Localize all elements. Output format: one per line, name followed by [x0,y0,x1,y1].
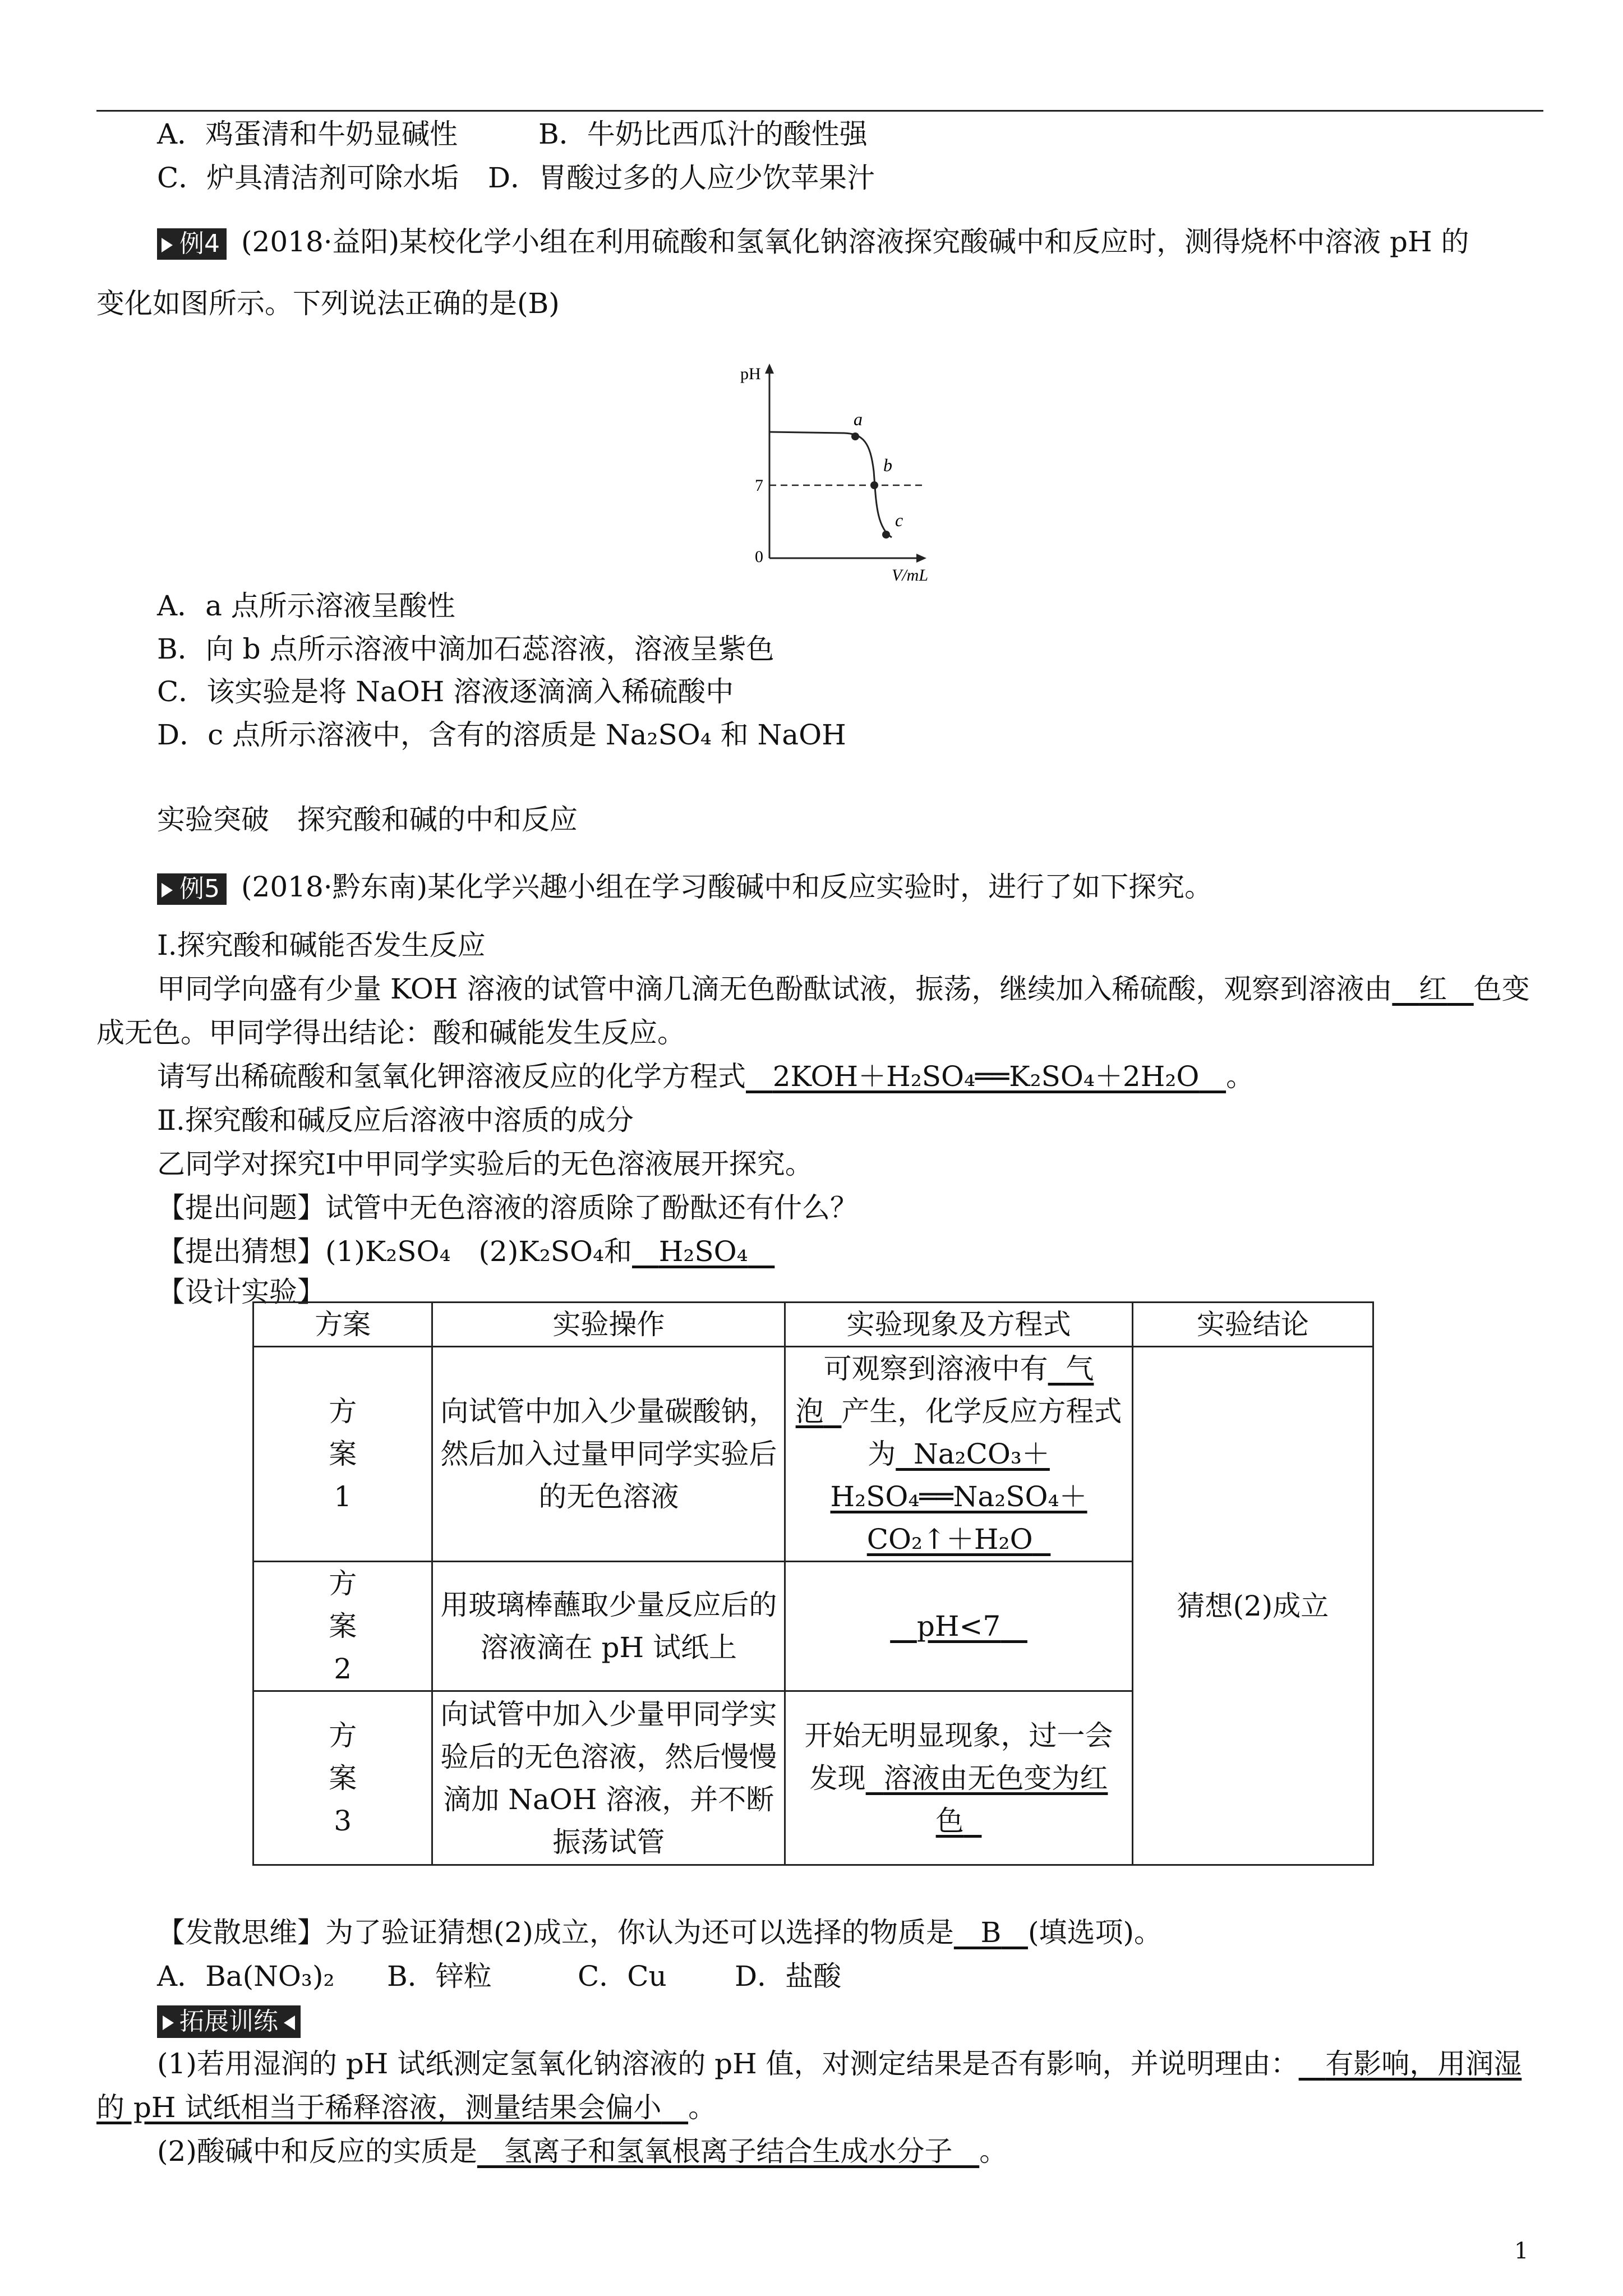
part1-line1-text: 甲同学向盛有少量 KOH 溶液的试管中滴几滴无色酚酞试液，振荡，继续加入稀硫酸，观察到溶液由 [157,973,1393,1005]
phenomenon-cell: pH<7 [785,1562,1133,1691]
q2-text: (2)酸碱中和反应的实质是 [157,2135,477,2168]
page-number: 1 [1514,2238,1529,2264]
q2-answer: 氢离子和氢氧根离子结合生成水分子 [504,2135,953,2168]
part1-title: Ⅰ.探究酸和碱能否发生反应 [157,929,486,961]
divergent-option-d: D．盐酸 [735,1960,842,1993]
point-b [870,481,878,489]
phenomenon-cell: 可观察到溶液中有 气泡 产生，化学反应方程式为 Na₂CO₃＋H₂SO₄══Na₂SO₄＋CO₂↑＋H₂O [785,1347,1133,1562]
header-operation: 实验操作 [432,1303,785,1347]
extension-q1-line1 [157,2044,1521,2083]
equation-prompt: 请写出稀硫酸和氢氧化钾溶液反应的化学方程式 [157,1060,746,1093]
divergent-option-a: A．Ba(NO₃)₂ [157,1960,335,1993]
example5-badge: 例5 [157,873,227,905]
q1-answer-part1: 有影响，用润湿 [1325,2047,1522,2080]
point-a [851,432,859,440]
point-c-label: c [895,510,903,530]
point-c [882,531,890,539]
triangle-icon [162,238,173,252]
conclusion-cell: 猜想(2)成立 [1132,1347,1373,1865]
section-title: 实验突破 探究酸和碱的中和反应 [157,803,578,836]
y-axis-arrow [765,364,774,374]
operation-cell: 向试管中加入少量碳酸钠，然后加入过量甲同学实验后的无色溶液 [432,1347,785,1562]
equation-line: 请写出稀硫酸和氢氧化钾溶液反应的化学方程式 2KOH＋H₂SO₄══K₂SO₄＋2H₂O 。 [157,1060,1255,1093]
example4-option-d: D．c 点所示溶液中，含有的溶质是 Na₂SO₄ 和 NaOH [157,719,846,751]
table-row [253,1347,1373,1562]
example4-option-b: B．向 b 点所示溶液中滴加石蕊溶液，溶液呈紫色 [157,633,774,665]
part1-line1-end: 色变 [1473,973,1530,1005]
q1-answer-part2: 的 pH 试纸相当于稀释溶液，测量结果会偏小 [96,2091,662,2124]
triangle-icon [163,2016,174,2030]
x-axis-label: V/mL [892,566,929,585]
header-plan: 方案 [253,1303,432,1347]
example4-line2: 变化如图所示。下列说法正确的是(B) [96,287,560,320]
answer-color: 红 [1419,973,1447,1005]
header-conclusion: 实验结论 [1132,1303,1373,1347]
option-b-top: B．牛奶比西瓜汁的酸性强 [538,118,868,150]
extension-header [157,2000,301,2040]
example4-option-c: C．该实验是将 NaOH 溶液逐滴滴入稀硫酸中 [157,675,734,708]
plan-cell: 方案2 [253,1562,432,1691]
point-b-label: b [883,455,892,475]
hypothesis-line [157,1232,774,1271]
divergent-text: 【发散思维】为了验证猜想(2)成立，你认为还可以选择的物质是 [157,1916,954,1949]
y-tick-0: 0 [755,547,763,566]
header-phenomenon: 实验现象及方程式 [785,1303,1133,1347]
top-rule [96,110,1543,112]
plan-cell: 方案3 [253,1691,432,1865]
option-d-top: D．胃酸过多的人应少饮苹果汁 [488,162,875,194]
x-axis-arrow [916,554,926,563]
hypothesis-answer: H₂SO₄ [658,1235,748,1268]
triangle-left-icon [284,2016,295,2030]
question-line: 【提出问题】试管中无色溶液的溶质除了酚酞还有什么？ [157,1191,858,1224]
divergent-answer: B [980,1916,1002,1949]
extension-q2-line [157,2132,1007,2171]
q1-end: 。 [688,2091,717,2124]
table-header-row [253,1303,1373,1347]
divergent-line [157,1913,1162,1952]
example5-intro-line [157,867,1212,907]
part1-line2: 成无色。甲同学得出结论：酸和碱能发生反应。 [96,1016,685,1049]
extension-badge: 拓展训练 [157,2005,301,2038]
extension-q1-line2 [96,2088,716,2127]
option-a-top: A．鸡蛋清和牛奶显碱性 [157,118,458,150]
part2-title: Ⅱ.探究酸和碱反应后溶液中溶质的成分 [157,1104,634,1137]
q2-end: 。 [979,2135,1008,2168]
q1-text: (1)若用湿润的 pH 试纸测定氢氧化钠溶液的 pH 值，对测定结果是否有影响，并说明理由： [157,2047,1299,2080]
operation-cell: 向试管中加入少量甲同学实验后的无色溶液，然后慢慢滴加 NaOH 溶液，并不断振荡试管 [432,1691,785,1865]
divergent-end: (填选项)。 [1027,1916,1162,1949]
part1-line1 [157,969,1530,1009]
part2-line1: 乙同学对探究Ⅰ中甲同学实验后的无色溶液展开探究。 [157,1148,813,1180]
divergent-option-b: B．锌粒 [387,1960,492,1993]
equation-answer: 2KOH＋H₂SO₄══K₂SO₄＋2H₂O [772,1060,1200,1093]
ph-chart [723,359,959,595]
example4-badge: 例4 [157,228,227,260]
y-tick-7: 7 [755,476,763,495]
plan-cell: 方案1 [253,1347,432,1562]
example4-text: (2018·益阳)某校化学小组在利用硫酸和氢氧化钠溶液探究酸碱中和反应时，测得烧杯中溶液 pH 的 [241,226,1469,258]
example5-intro: (2018·黔东南)某化学兴趣小组在学习酸碱中和反应实验时，进行了如下探究。 [241,871,1213,903]
point-a-label: a [854,409,863,429]
y-axis-label: pH [740,365,761,383]
example4-line1 [157,222,1469,261]
example4-option-a: A．a 点所示溶液呈酸性 [157,590,455,622]
divergent-option-c: C．Cu [578,1960,667,1993]
operation-cell: 用玻璃棒蘸取少量反应后的溶液滴在 pH 试纸上 [432,1562,785,1691]
experiment-table [252,1301,1374,1866]
triangle-icon [162,883,173,898]
hypothesis-text: 【提出猜想】(1)K₂SO₄ (2)K₂SO₄和 [157,1235,633,1268]
phenomenon-cell: 开始无明显现象，过一会发现 溶液由无色变为红色 [785,1691,1133,1865]
design-label: 【设计实验】 [157,1276,325,1308]
option-c-top: C．炉具清洁剂可除水垢 [157,162,459,194]
